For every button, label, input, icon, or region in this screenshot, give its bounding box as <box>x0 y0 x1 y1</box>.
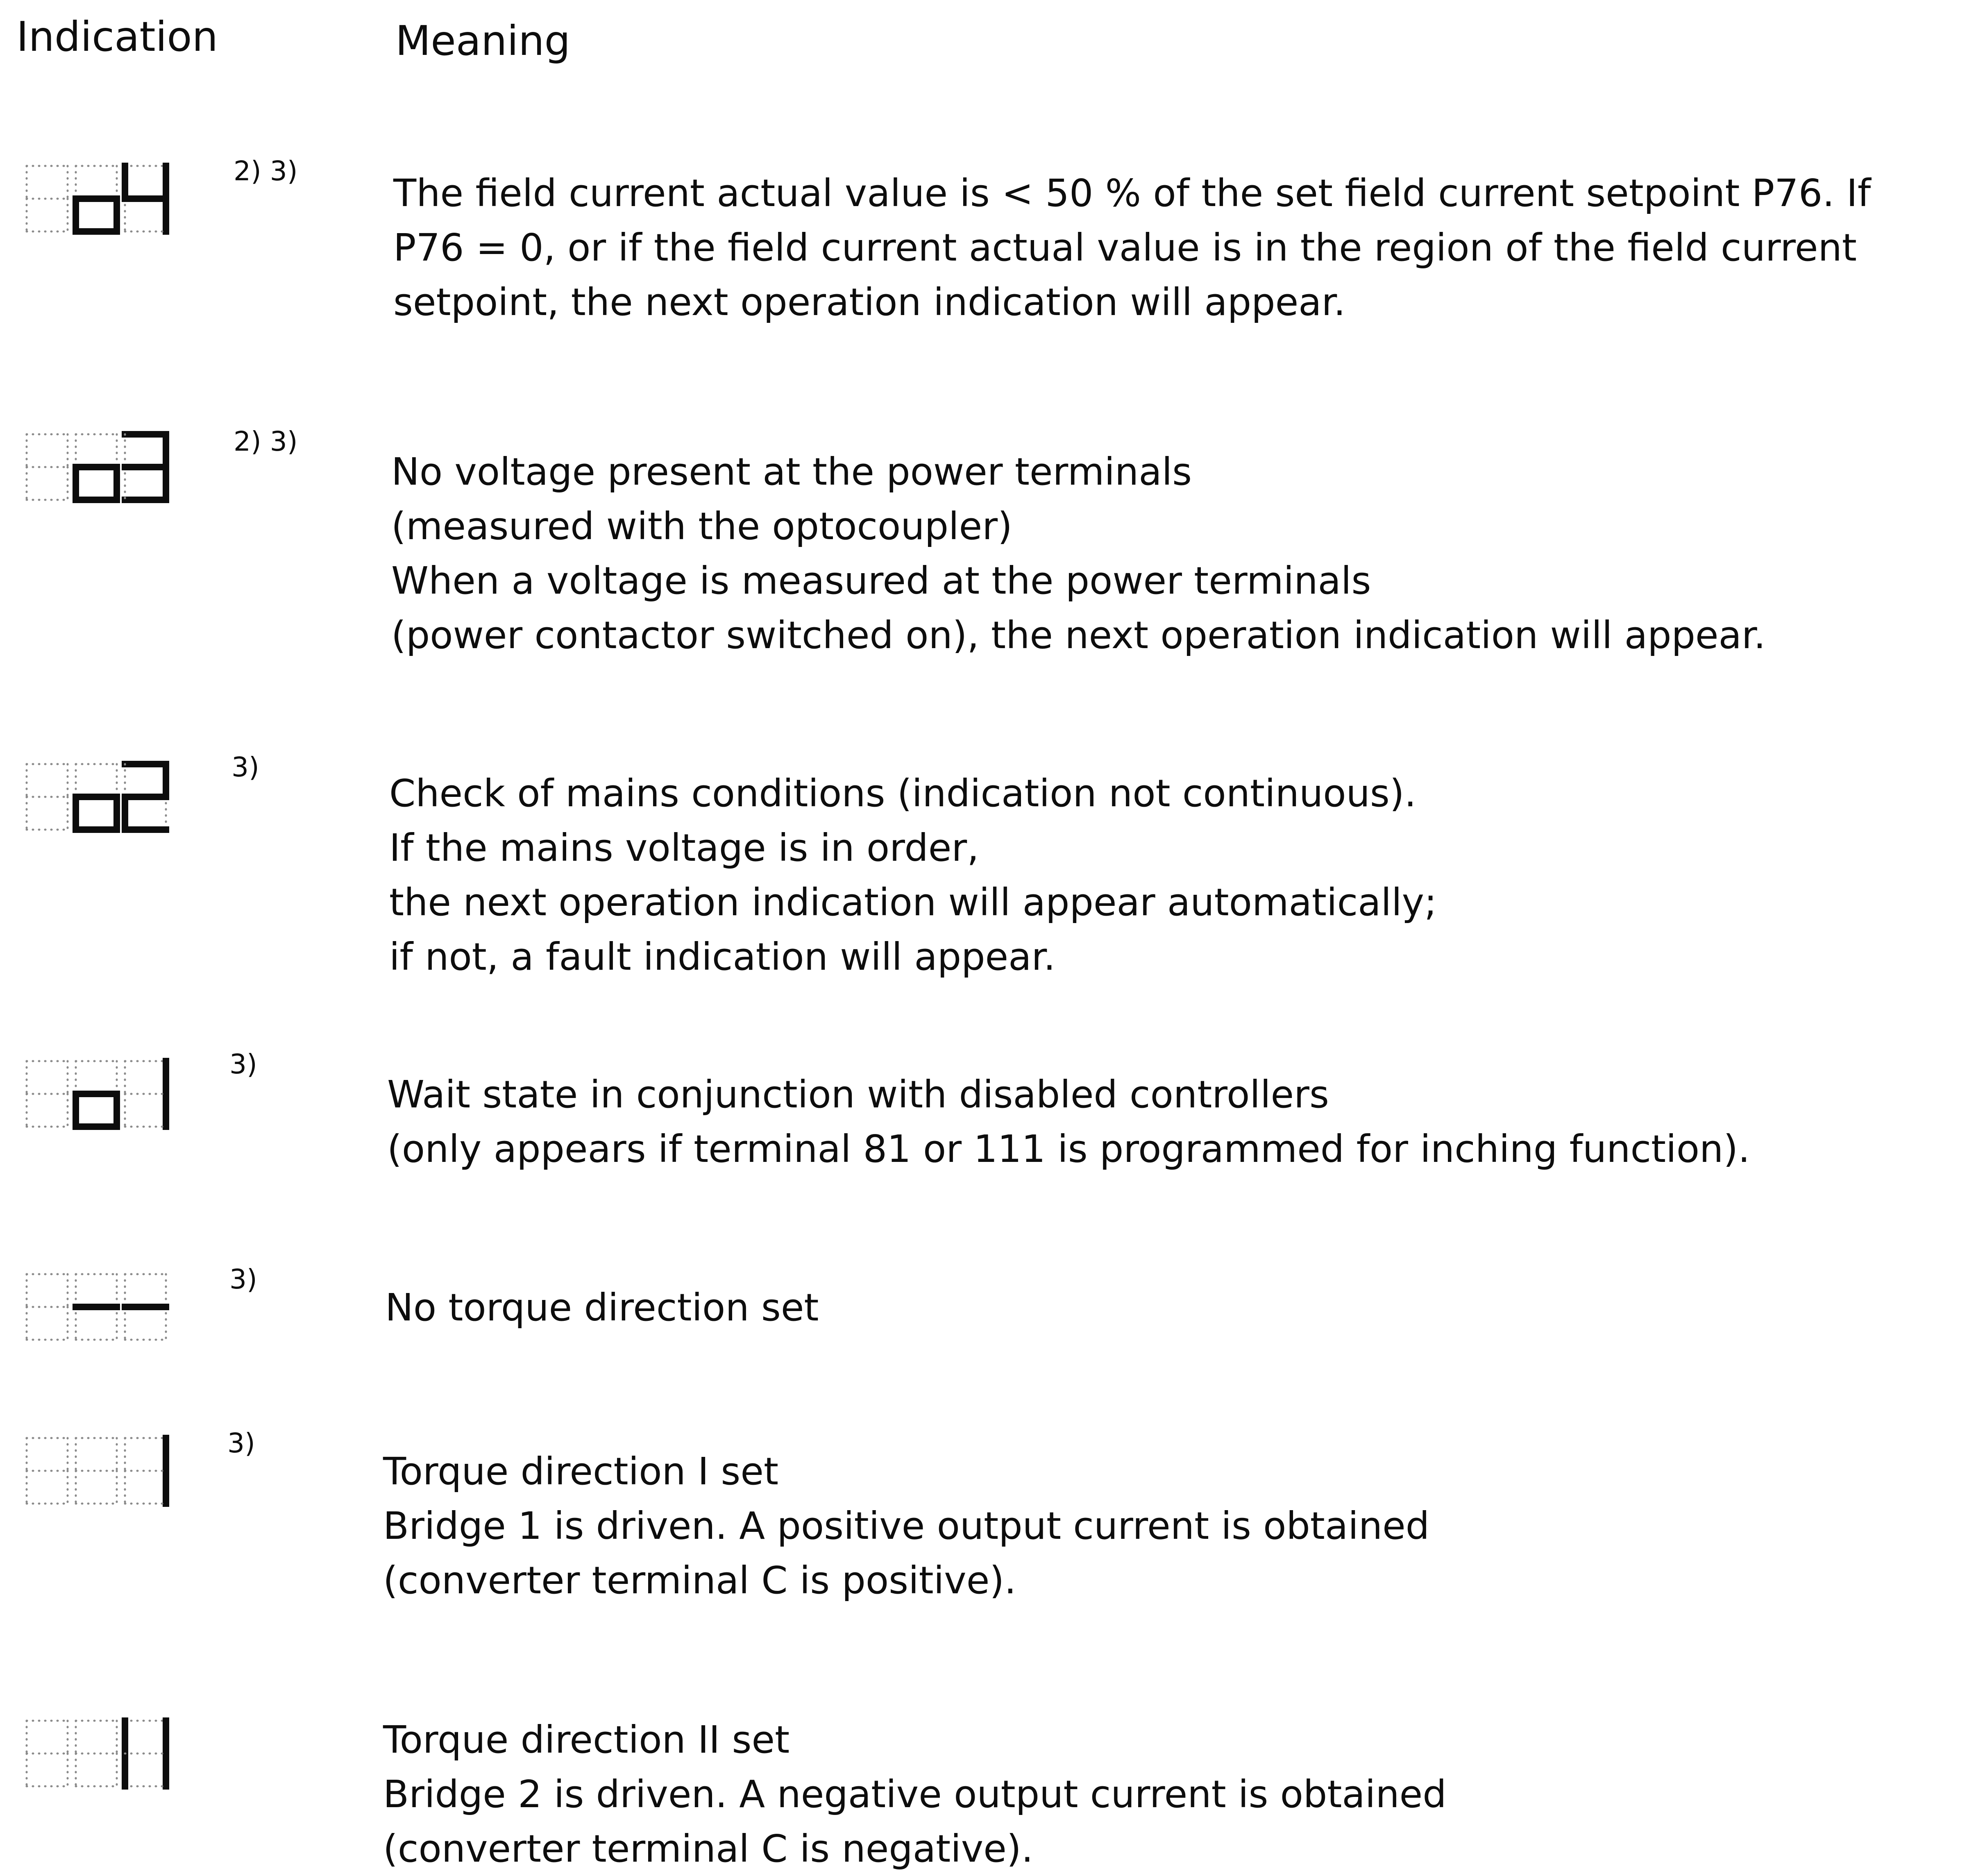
seven-segment-o1-icon <box>23 1053 174 1135</box>
meaning-line: if not, a fault indication will appear. <box>389 935 1056 979</box>
seven-segment-torque-direction-2-icon <box>23 1713 174 1794</box>
meaning-line: the next operation indication will appear automatically; <box>389 880 1437 924</box>
meaning-line: When a voltage is measured at the power terminals <box>391 559 1371 603</box>
seven-segment-o2-icon <box>23 756 174 838</box>
meaning-line: No voltage present at the power terminals <box>391 450 1192 494</box>
meaning-line: No torque direction set <box>385 1286 819 1329</box>
meaning-line: Wait state in conjunction with disabled controllers <box>387 1073 1329 1116</box>
footnote-reference: 3) <box>229 1048 257 1080</box>
meaning-line: Bridge 2 is driven. A negative output current is obtained <box>383 1772 1447 1816</box>
indication-column-header: Indication <box>16 13 218 61</box>
meaning-line: Torque direction I set <box>383 1450 779 1493</box>
meaning-line: (power contactor switched on), the next operation indication will appear. <box>391 613 1766 657</box>
seven-segment-o4-icon <box>23 158 174 240</box>
footnote-reference: 3) <box>227 1427 255 1459</box>
meaning-line: (only appears if terminal 81 or 111 is programmed for inching function). <box>387 1127 1750 1171</box>
meaning-line: The field current actual value is < 50 % of the set field current setpoint P76. If <box>393 171 1871 215</box>
meaning-line: P76 = 0, or if the field current actual value is in the region of the field current <box>393 226 1857 270</box>
footnote-reference: 2) 3) <box>234 155 298 187</box>
indication-meaning <box>391 445 1976 662</box>
indication-meaning <box>385 1280 1976 1335</box>
footnote-reference: 3) <box>231 751 259 783</box>
meaning-line: Torque direction II set <box>383 1718 790 1762</box>
meaning-column-header: Meaning <box>395 17 571 65</box>
indication-meaning <box>383 1713 1976 1876</box>
footnote-reference: 3) <box>229 1264 257 1295</box>
meaning-line: setpoint, the next operation indication will appear. <box>393 280 1346 324</box>
seven-segment-dash-dash-icon <box>23 1266 174 1348</box>
meaning-line: Check of mains conditions (indication not continuous). <box>389 771 1416 815</box>
meaning-line: Bridge 1 is driven. A positive output current is obtained <box>383 1504 1430 1548</box>
seven-segment-o3-icon <box>23 426 174 508</box>
meaning-line: (converter terminal C is positive). <box>383 1558 1016 1602</box>
meaning-line: (converter terminal C is negative). <box>383 1827 1033 1871</box>
seven-segment-torque-direction-1-icon <box>23 1430 174 1512</box>
meaning-line: (measured with the optocoupler) <box>391 504 1012 548</box>
indication-meaning <box>387 1067 1976 1176</box>
footnote-reference: 2) 3) <box>234 426 298 457</box>
indication-meaning <box>389 766 1976 984</box>
meaning-line: If the mains voltage is in order, <box>389 826 979 870</box>
indication-meaning <box>383 1444 1976 1608</box>
indication-meaning <box>393 166 1976 329</box>
